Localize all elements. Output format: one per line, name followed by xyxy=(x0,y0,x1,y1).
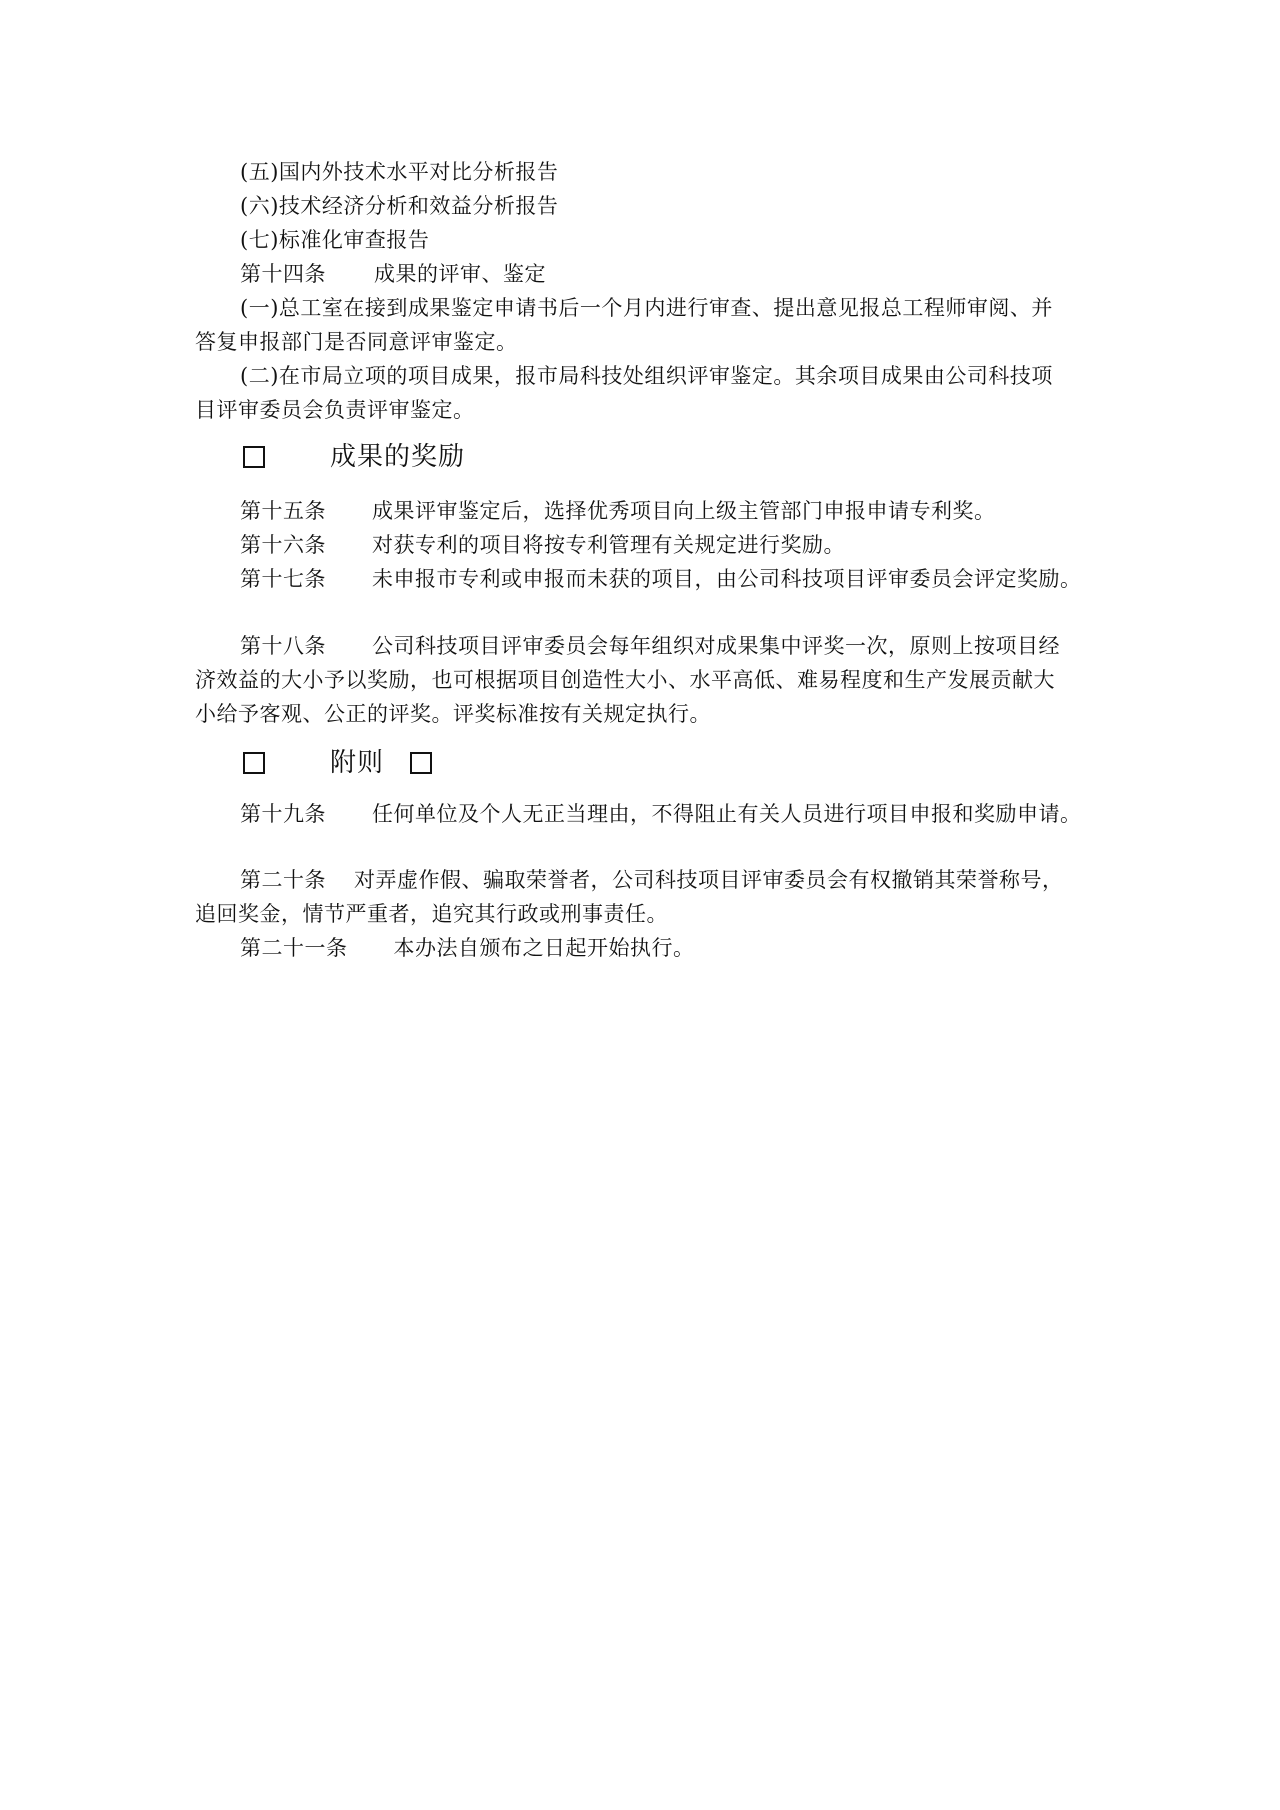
article-20-line-1 xyxy=(240,866,1064,894)
section-heading-appendix: 附则 xyxy=(330,748,385,778)
article-14-title: 成果的评审、鉴定 xyxy=(374,262,546,286)
checkbox-icon xyxy=(410,752,432,774)
article-18-text-1: 公司科技项目评审委员会每年组织对成果集中评奖一次，原则上按项目经 xyxy=(372,634,1060,658)
article-19-text: 任何单位及个人无正当理由，不得阻止有关人员进行项目申报和奖励申请。 xyxy=(372,802,1082,826)
checkbox-icon xyxy=(243,446,265,468)
article-20-number: 第二十条 xyxy=(240,868,326,892)
article-17 xyxy=(240,565,1082,593)
article-20-line-2: 追回奖金，情节严重者，追究其行政或刑事责任。 xyxy=(195,902,668,926)
article-14-clause-1-line-2: 答复申报部门是否同意评审鉴定。 xyxy=(195,330,518,354)
item-6: (六)技术经济分析和效益分析报告 xyxy=(240,194,559,218)
article-19-number: 第十九条 xyxy=(240,802,326,826)
article-14-number: 第十四条 xyxy=(240,262,326,286)
section-heading-reward: 成果的奖励 xyxy=(330,442,466,472)
article-15-number: 第十五条 xyxy=(240,499,326,523)
article-14-clause-2-line-2: 目评审委员会负责评审鉴定。 xyxy=(195,398,475,422)
article-14-heading xyxy=(240,260,546,288)
item-7: (七)标准化审查报告 xyxy=(240,228,430,252)
article-20-text-1: 对弄虚作假、骗取荣誉者，公司科技项目评审委员会有权撤销其荣誉称号， xyxy=(354,868,1064,892)
article-16-text: 对获专利的项目将按专利管理有关规定进行奖励。 xyxy=(372,533,845,557)
article-18-line-2: 济效益的大小予以奖励，也可根据项目创造性大小、水平高低、难易程度和生产发展贡献大 xyxy=(195,668,1055,692)
article-18-line-1 xyxy=(240,632,1060,660)
article-16 xyxy=(240,531,845,559)
article-17-text: 未申报市专利或申报而未获的项目，由公司科技项目评审委员会评定奖励。 xyxy=(372,567,1082,591)
article-16-number: 第十六条 xyxy=(240,533,326,557)
article-21-text: 本办法自颁布之日起开始执行。 xyxy=(393,936,695,960)
article-21 xyxy=(240,934,695,962)
article-15 xyxy=(240,497,996,525)
article-14-clause-2-line-1: (二)在市局立项的项目成果，报市局科技处组织评审鉴定。其余项目成果由公司科技项 xyxy=(240,364,1053,388)
article-21-number: 第二十一条 xyxy=(240,936,348,960)
article-14-clause-1-line-1: (一)总工室在接到成果鉴定申请书后一个月内进行审查、提出意见报总工程师审阅、并 xyxy=(240,296,1053,320)
article-19 xyxy=(240,800,1082,828)
item-5: (五)国内外技术水平对比分析报告 xyxy=(240,160,559,184)
article-15-text: 成果评审鉴定后，选择优秀项目向上级主管部门申报申请专利奖。 xyxy=(372,499,996,523)
checkbox-icon xyxy=(243,752,265,774)
article-18-line-3: 小给予客观、公正的评奖。评奖标准按有关规定执行。 xyxy=(195,702,711,726)
article-17-number: 第十七条 xyxy=(240,567,326,591)
article-18-number: 第十八条 xyxy=(240,634,326,658)
